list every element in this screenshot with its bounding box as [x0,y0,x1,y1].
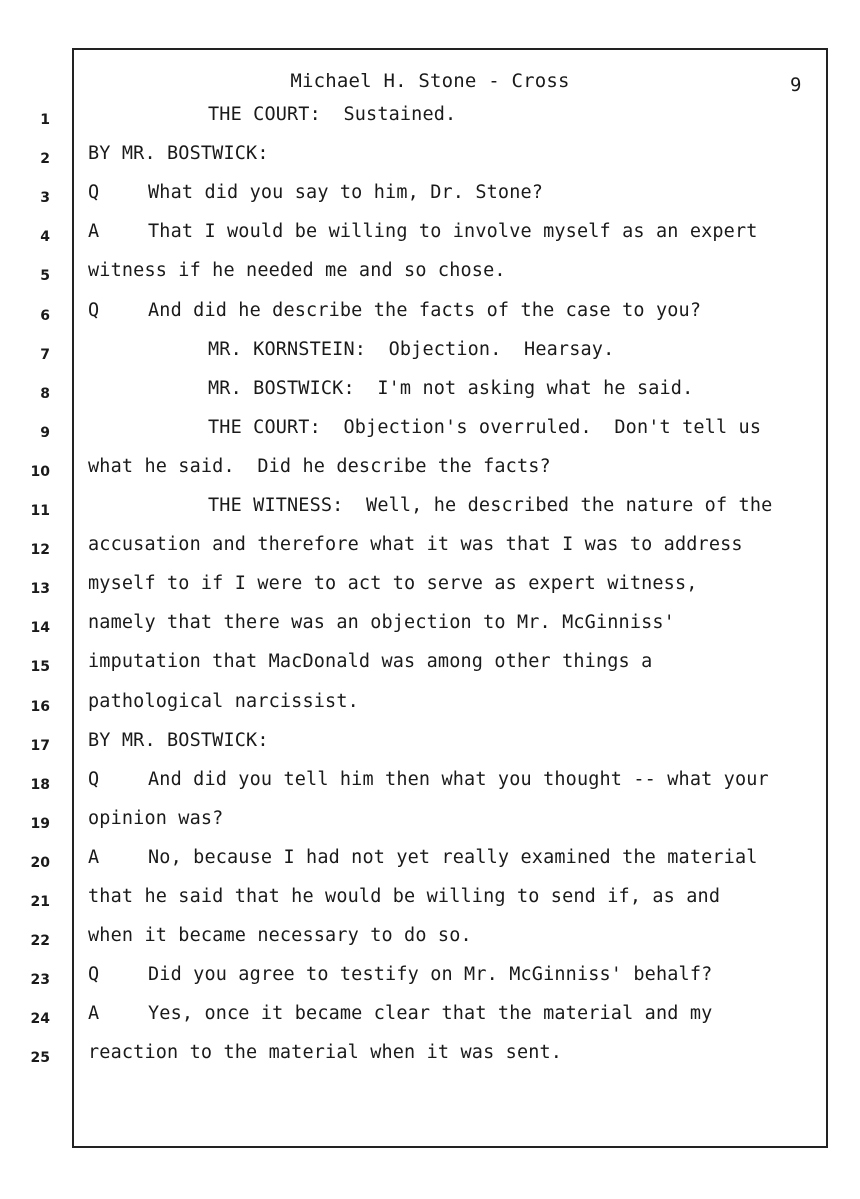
transcript-line [0,610,860,646]
line-number: 11 [30,503,50,519]
transcript-line [0,962,860,998]
qa-label: Q [88,182,100,204]
line-number: 18 [30,776,50,793]
line-number: 5 [40,268,50,285]
qa-label: A [88,221,100,243]
transcript-line [0,219,860,255]
line-number: 25 [30,1050,50,1067]
line-text: pathological narcissist. [88,690,359,712]
transcript-line [0,1001,860,1037]
line-number: 9 [40,424,50,441]
line-text: accusation and therefore what it was that I was to address [88,534,743,556]
transcript-line [0,845,860,881]
line-number: 16 [30,698,50,715]
line-text: THE COURT: Objection's overruled. Don't tell us [208,416,762,438]
transcript-line [0,102,860,138]
line-number: 12 [30,542,50,559]
transcript-line [0,415,860,451]
transcript-line [0,180,860,216]
line-text: That I would be willing to involve myself as an expert [148,221,758,243]
line-number: 13 [30,581,50,598]
line-text: And did you tell him then what you thought -- what your [148,768,769,790]
page-header-title: Michael H. Stone - Cross [290,70,570,92]
line-text: MR. BOSTWICK: I'm not asking what he said. [208,377,694,399]
line-text: imputation that MacDonald was among other things a [88,651,653,673]
line-number: 6 [40,307,50,324]
line-number: 3 [40,190,50,207]
line-number: 21 [30,894,50,910]
line-number: 15 [30,659,50,676]
line-number: 24 [30,1011,50,1028]
transcript-line [0,298,860,334]
transcript-line [0,806,860,842]
line-number: 10 [30,463,50,480]
transcript-line [0,376,860,412]
line-text: THE COURT: Sustained. [208,104,457,125]
line-text: when it became necessary to do so. [88,925,472,947]
line-number: 1 [40,112,50,128]
transcript-line [0,649,860,685]
qa-label: Q [88,768,100,790]
line-text: MR. KORNSTEIN: Objection. Hearsay. [208,338,615,360]
transcript-line [0,258,860,294]
line-number: 7 [40,346,50,363]
transcript-line [0,532,860,568]
transcript-line [0,728,860,764]
line-number: 20 [30,854,50,871]
transcript-line [0,454,860,490]
line-number: 19 [30,815,50,832]
line-text: BY MR. BOSTWICK: [88,729,269,751]
line-text: And did he describe the facts of the case to you? [148,299,702,321]
line-text: BY MR. BOSTWICK: [88,143,269,165]
line-text: what he said. Did he describe the facts? [88,455,551,477]
line-number: 23 [30,972,50,989]
transcript-line [0,884,860,920]
qa-label: Q [88,964,100,986]
transcript-line [0,689,860,725]
line-text: namely that there was an objection to Mr. McGinniss' [88,612,675,634]
qa-label: A [88,846,100,868]
line-number: 2 [40,151,50,168]
qa-label: Q [88,299,100,321]
line-number: 4 [40,229,50,246]
line-number: 17 [30,737,50,754]
line-text: myself to if I were to act to serve as expert witness, [88,573,698,595]
page-number: 9 [790,74,802,96]
line-number: 22 [30,933,50,950]
transcript-line [0,493,860,529]
line-number: 8 [40,385,50,402]
line-text: that he said that he would be willing to send if, as and [88,886,721,907]
transcript-line [0,923,860,959]
line-text: No, because I had not yet really examined the material [148,846,758,868]
qa-label: A [88,1003,100,1025]
transcript-line [0,1040,860,1076]
transcript-line [0,141,860,177]
transcript-line [0,767,860,803]
line-text: Yes, once it became clear that the material and my [148,1003,713,1025]
line-text: What did you say to him, Dr. Stone? [148,182,544,204]
line-text: THE WITNESS: Well, he described the nature of the [208,495,773,516]
line-text: reaction to the material when it was sent. [88,1042,563,1064]
transcript-line [0,571,860,607]
transcript-line [0,337,860,373]
line-text: opinion was? [88,807,224,829]
line-number: 14 [30,620,50,637]
line-text: Did you agree to testify on Mr. McGinniss' behalf? [148,964,713,986]
line-text: witness if he needed me and so chose. [88,260,506,282]
